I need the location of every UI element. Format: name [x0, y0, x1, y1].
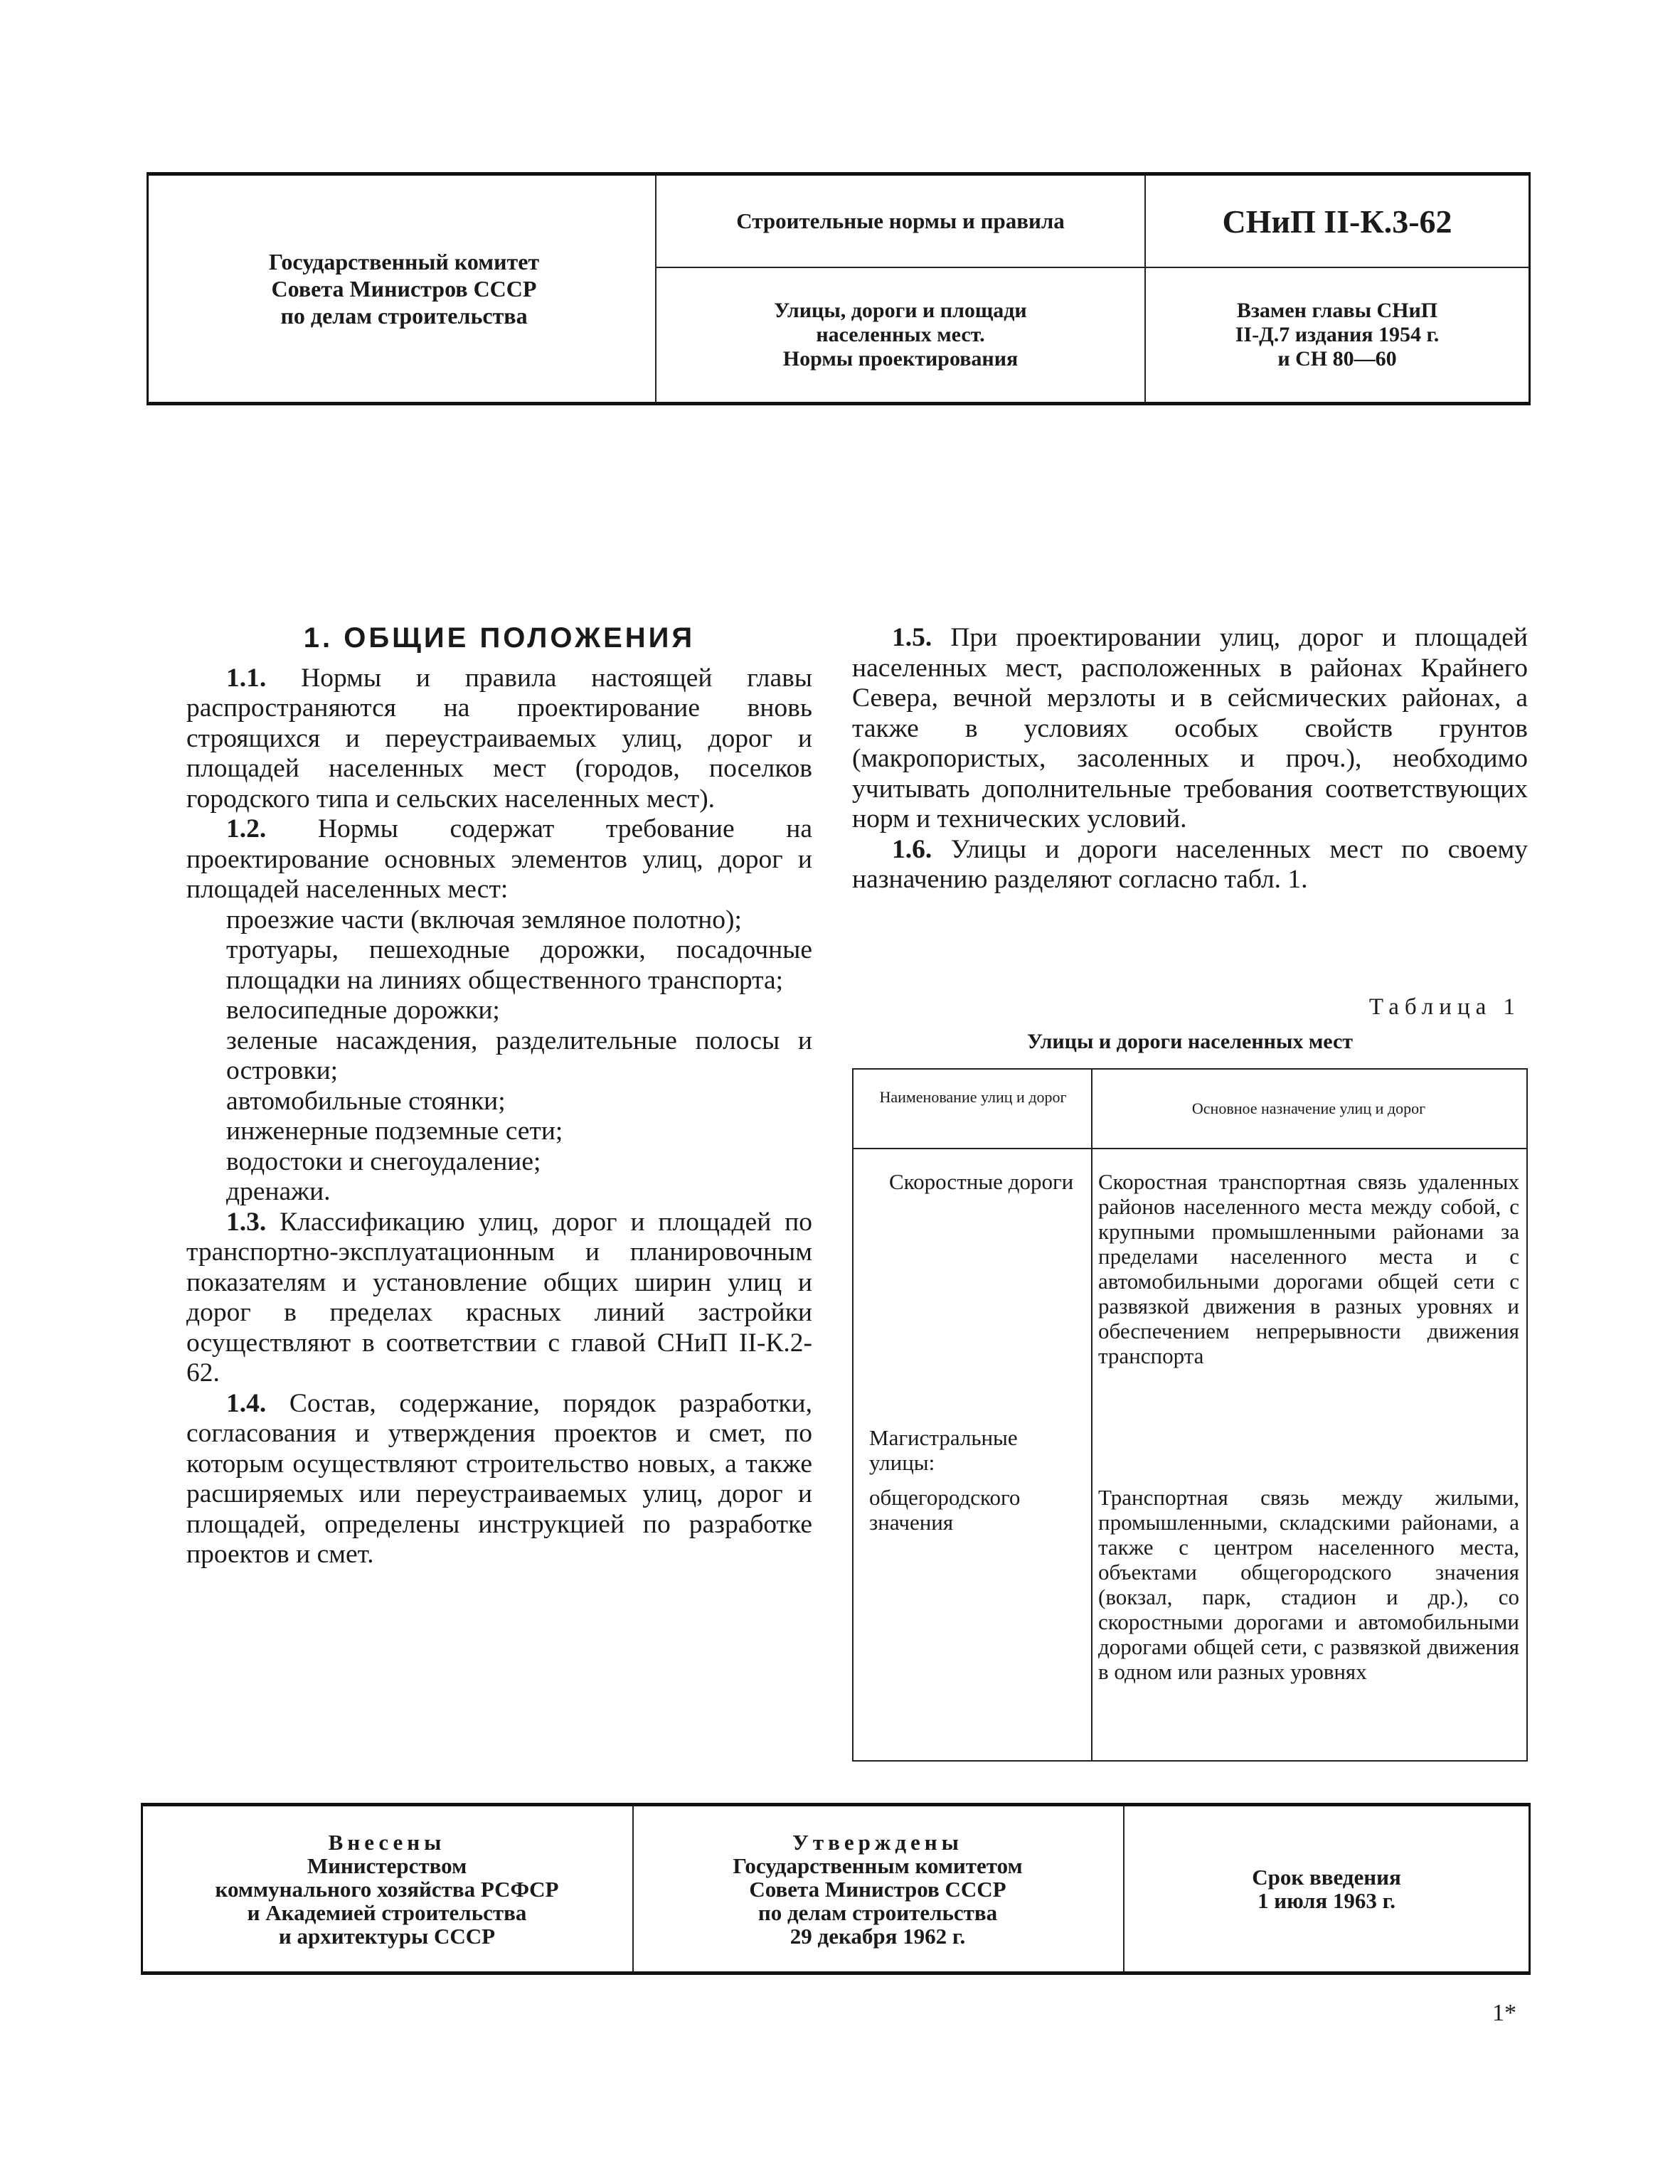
replaces-note	[1146, 268, 1529, 402]
right-column	[852, 623, 1528, 895]
left-column	[186, 623, 812, 1570]
paragraph-number: 1.3.	[226, 1207, 267, 1237]
approved-heading: Утверждены	[792, 1829, 963, 1855]
agency-line: Совета Министров СССР	[271, 276, 537, 302]
submitted-line: коммунального хозяйства РСФСР	[215, 1876, 559, 1902]
replaces-line: II-Д.7 издания 1954 г.	[1235, 323, 1440, 346]
paragraph-number: 1.1.	[226, 663, 267, 693]
list-item: тротуары, пешеходные дорожки, посадочные площадки на линиях общественного транспорта;	[226, 935, 812, 995]
approved-line: Государственным комитетом	[733, 1853, 1023, 1878]
paragraph-1-3	[186, 1208, 812, 1389]
subject-line: Улицы, дороги и площади	[774, 299, 1027, 322]
paragraph-number: 1.2.	[226, 814, 267, 843]
agency-line: Государственный комитет	[268, 249, 540, 275]
paragraph-text: При проектировании улиц, дорог и площадей населенных мест, расположенных в районах Крайнего Севера, вечной мерзлоты и в сейсмических районах, а также в условиях особых свойств грунтов (макропористых, засоленных и проч.), необходимо учитывать дополнительные требования соответствующих норм и технических условий.	[852, 623, 1529, 833]
submitted-line: и Академией строительства	[247, 1900, 527, 1925]
list-item: велосипедные дорожки;	[226, 996, 500, 1025]
list-item: проезжие части (включая земляное полотно);	[226, 905, 742, 934]
doc-code	[1146, 176, 1529, 267]
paragraph-1-4	[186, 1389, 812, 1570]
paragraph-1-6	[852, 835, 1528, 895]
list-item: дренажи.	[226, 1177, 331, 1206]
document-header	[147, 172, 1531, 405]
effective-date	[1125, 1806, 1529, 1971]
section-title: 1. ОБЩИЕ ПОЛОЖЕНИЯ	[303, 622, 696, 654]
list-item: зеленые насаждения, разделительные полосы и островки;	[226, 1026, 812, 1085]
table-row-name: Магистральные улицы:	[869, 1425, 1018, 1475]
doc-subject	[656, 268, 1144, 402]
table-row-name: Скоростные дороги	[889, 1169, 1074, 1194]
paragraph-number: 1.6.	[892, 834, 932, 864]
paragraph-text: Состав, содержание, порядок разработки, согласования и утверждения проектов и смет, по которым осуществляют строительство новых, а также расширяемых или переустраиваемых улиц, дорог и площадей, определены инструкцией по разработке проектов и смет.	[186, 1388, 813, 1569]
table-column-divider	[1091, 1070, 1092, 1760]
subject-line: Нормы проектирования	[782, 347, 1019, 371]
approved-line: по делам строительства	[757, 1900, 998, 1925]
list-item: автомобильные стоянки;	[226, 1086, 506, 1116]
approved-line: 29 декабря 1962 г.	[790, 1923, 966, 1949]
table-header-divider	[854, 1148, 1526, 1149]
submitted-line: Министерством	[307, 1853, 467, 1878]
submitted-by	[143, 1806, 631, 1971]
doc-code-label: СНиП II-К.3-62	[1222, 203, 1452, 240]
paragraph-text: Нормы содержат требование на проектирование основных элементов улиц, дорог и площадей населенных мест:	[186, 814, 812, 904]
replaces-line: и СН 80—60	[1277, 347, 1397, 371]
paragraph-1-5	[852, 623, 1528, 835]
table-row-name: общегородского значения	[869, 1485, 1021, 1535]
paragraph-text: Нормы и правила настоящей главы распространяются на проектирование вновь строящихся и переустраиваемых улиц, дорог и площадей населенных мест (городов, поселков городского типа и сельских населенных мест).	[186, 663, 812, 814]
doc-type-label: Строительные нормы и правила	[736, 208, 1065, 233]
table-header-name: Наименование улиц и дорог	[879, 1088, 1067, 1106]
paragraph-text: Классификацию улиц, дорог и площадей по транспортно-эксплуатационным и планировочным показателям и установление общих ширин улиц и дорог в пределах красных линий застройки осуществляют в соответствии с главой СНиП II-К.2-62.	[186, 1207, 812, 1387]
approved-line: Совета Министров СССР	[749, 1876, 1006, 1902]
paragraph-number: 1.5.	[892, 623, 932, 652]
paragraph-number: 1.4.	[226, 1388, 267, 1418]
effective-line: Срок введения	[1252, 1865, 1401, 1890]
issuing-agency	[149, 176, 659, 402]
table-title: Улицы и дороги населенных мест	[1026, 1030, 1354, 1053]
paragraph-1-2	[186, 814, 812, 905]
table-row-purpose: Транспортная связь между жилыми, промышленными, складскими районами, а также с центром населенного места, объектами общегородского значения (вокзал, парк, стадион и др.), со скоростными дорогами и автомобильными дорогами общей сети, с развязкой движения в одном или разных уровнях	[1098, 1485, 1519, 1684]
doc-type	[656, 176, 1144, 267]
effective-line: 1 июля 1963 г.	[1257, 1888, 1395, 1913]
list-item: инженерные подземные сети;	[226, 1117, 563, 1146]
approval-block	[141, 1803, 1531, 1975]
paragraph-1-1	[186, 664, 812, 815]
table-header-purpose: Основное назначение улиц и дорог	[1191, 1099, 1426, 1117]
table-caption: Таблица 1	[1368, 994, 1521, 1020]
element-list	[186, 905, 812, 1208]
approved-by	[634, 1806, 1122, 1971]
subject-line: населенных мест.	[816, 323, 985, 346]
streets-table	[852, 1068, 1528, 1762]
list-item: водостоки и снегоудаление;	[226, 1146, 541, 1176]
paragraph-text: Улицы и дороги населенных мест по своему назначению разделяют согласно табл. 1.	[852, 834, 1528, 894]
submitted-heading: Внесены	[328, 1829, 446, 1855]
replaces-line: Взамен главы СНиП	[1236, 299, 1438, 322]
agency-line: по делам строительства	[280, 303, 528, 329]
table-row-purpose: Скоростная транспортная связь удаленных районов населенного места между собой, с крупными промышленными районами за пределами населенного места и с автомобильными дорогами общей сети с развязкой движения в разных уровнях и обеспечением непрерывности движения транспорта	[1098, 1169, 1519, 1368]
submitted-line: и архитектуры СССР	[278, 1923, 496, 1949]
page-number: 1*	[1492, 2000, 1516, 2026]
